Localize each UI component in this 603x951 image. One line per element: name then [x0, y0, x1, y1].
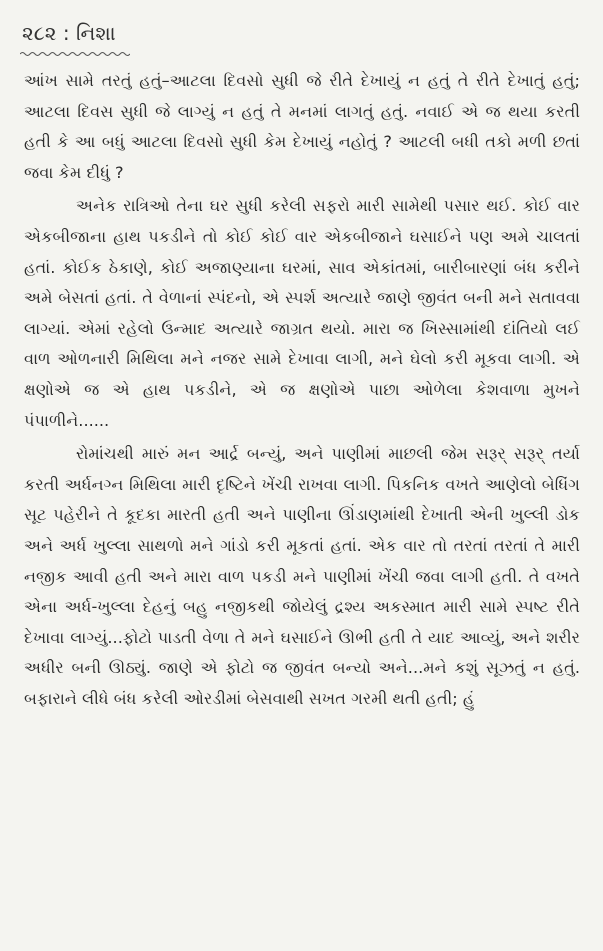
paragraph-2: અનેક રાત્રિઓ તેના ઘર સુધી કરેલી સફરો મારી સામેથી પસાર થઈ. કોઈ વાર એકબીજાના હાથ પકડીને તો કોઈ કોઈ વાર એકબીજાને ઘસાઈને પણ અમે ચાલતાં હતાં. કોઈક ઠેકાણે, કોઈ અજાણ્યાના ઘરમાં, સાવ એકાંતમાં, બારીબારણાં બંધ કરીને અમે બેસતાં હતાં. તે વેળાનાં સ્પંદનો, એ સ્પર્શ અત્યારે જાણે જીવંત બની મને સતાવવા લાગ્યાં. એમાં રહેલો ઉન્માદ અત્યારે જાગ્રત થયો. મારા જ ખિસ્સામાંથી દાંતિયો લઈ વાળ ઓળનારી મિથિલા મને નજર સામે દેખાવા લાગી, મને ઘેલો કરી મૂકવા લાગી. એ ક્ષણોએ જ એ હાથ પકડીને, એ જ ક્ષણોએ પાછા ઓળેલા કેશવાળા મુખને પંપાળીને...... — [24, 196, 580, 430]
header-separator: : — [62, 21, 70, 45]
header-wavy-rule — [20, 50, 130, 58]
body-text — [24, 66, 580, 714]
paragraph-1: આંખ સામે તરતું હતું–આટલા દિવસો સુધી જે રીતે દેખાયું ન હતું તે રીતે દેખાતું હતું; આટલા દિવસ સુધી જે લાગ્યું ન હતું તે મનમાં લાગતું હતું. નવાઈ એ જ થયા કરતી હતી કે આ બધું આટલા દિવસો સુધી કેમ દેખાયું નહોતું ? આટલી બધી તકો મળી છતાં જવા કેમ દીધું ? — [24, 71, 580, 182]
page-header — [22, 20, 116, 46]
page-number: ૨૮૨ — [22, 21, 57, 45]
paragraph-3: રોમાંચથી મારું મન આર્દ્ર બન્યું, અને પાણીમાં માછલી જેમ સરૂર્ સરૂર્ તર્યા કરતી અર્ધનગ્ન મિથિલા મારી દૃષ્ટિને ખેંચી રાખવા લાગી. પિકનિક વખતે આણેલો બેધિંગ સૂટ પહેરીને તે કૂદકા મારતી હતી અને પાણીના ઊંડાણમાંથી દેખાતી એની ખુલ્લી ડોક અને અર્ધ ખુલ્લા સાથળો મને ગાંડો કરી મૂકતાં હતાં. એક વાર તો તરતાં તરતાં તે મારી નજીક આવી હતી અને મારા વાળ પકડી મને પાણીમાં ખેંચી જવા લાગી હતી. તે વખતે એના અર્ધ-ખુલ્લા દેહનું બહુ નજીકથી જોયેલું દ્રશ્ય અકસ્માત મારી સામે સ્પષ્ટ રીતે દેખાવા લાગ્યું...ફોટો પાડતી વેળા તે મને ઘસાઈને ઊભી હતી તે યાદ આવ્યું, અને શરીર અધીર બની ઊઠ્યું. જાણે એ ફોટો જ જીવંત બન્યો અને...મને કશું સૂઝતું ન હતું. બફારાને લીધે બંધ કરેલી ઓરડીમાં બેસવાથી સખત ગરમી થતી હતી; હું — [24, 444, 580, 708]
chapter-title: નિશા — [75, 21, 116, 45]
